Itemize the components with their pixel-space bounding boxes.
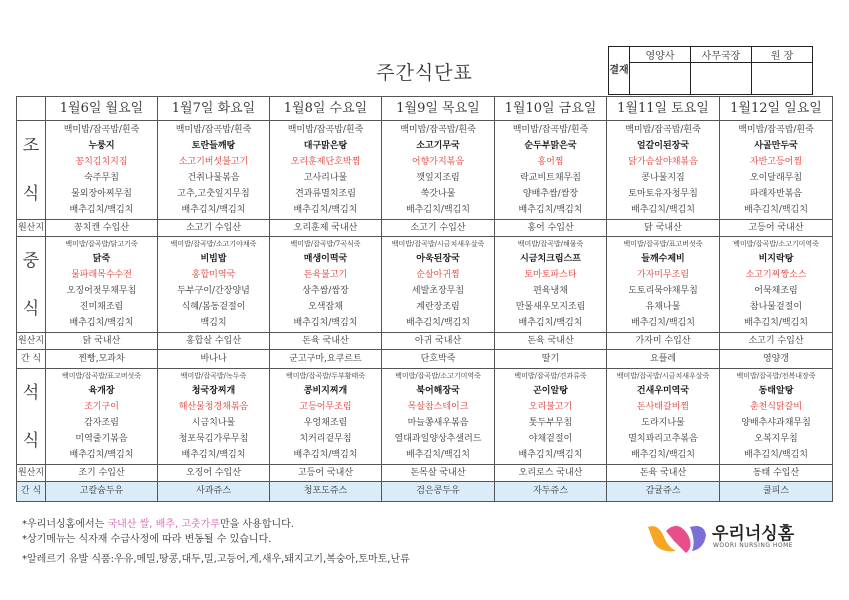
logo-name: 우리너싱홈 — [712, 524, 795, 544]
breakfast-menu-item: 배추김치/백김치 — [406, 205, 470, 215]
breakfast-menu-item: 배추김치/백김치 — [744, 205, 808, 215]
dinner-menu-item: 배추김치/백김치 — [293, 450, 358, 460]
lunch-menu-item: 배추김치/백김치 — [406, 318, 470, 328]
note-line-3: *알레르기 유발 식품:우유,메밀,땅콩,대두,밀,고등어,게,새우,돼지고기,복숭아,토마토,난류 — [22, 554, 410, 565]
breakfast-day-cell — [158, 121, 270, 220]
dinner-menu-item: 춘천식닭갈비 — [749, 402, 803, 412]
dinner-menu-item: 돈사태갈비찜 — [636, 402, 690, 412]
dinner-day-cell — [607, 369, 720, 465]
breakfast-origin-cell: 홍어 수입산 — [495, 220, 607, 237]
lunch-menu-item: 시금치크림스프 — [520, 254, 581, 264]
snack2-cell: 청포도쥬스 — [270, 482, 382, 502]
dinner-menu-item: 감자조림 — [84, 418, 119, 428]
breakfast-menu-item: 오이달래무침 — [749, 173, 803, 183]
lunch-menu-item: 백미밥/잡곡밥/소고기미역죽 — [733, 240, 819, 248]
dinner-menu-item: 백미밥/잡곡밥/녹두죽 — [180, 372, 247, 380]
snack1-cell: 찐빵,모과차 — [46, 350, 158, 369]
breakfast-day-cell — [46, 121, 158, 220]
dinner-day-cell — [382, 369, 495, 465]
snack2-cell: 감귤쥬스 — [607, 482, 720, 502]
lunch-origin-cell: 돈육 국내산 — [495, 333, 607, 350]
dinner-menu-item: 청포묵김가루무침 — [178, 434, 249, 444]
lunch-menu-item: 백미밥/잡곡밥/시금치새우살죽 — [391, 240, 485, 248]
breakfast-day-cell — [720, 121, 833, 220]
snack1-cell: 딸기 — [495, 350, 607, 369]
breakfast-menu-item: 쑥갓나물 — [420, 189, 456, 199]
breakfast-menu-item: 닭가슴살야채볶음 — [628, 157, 698, 167]
dinner-menu-item: 곤이알탕 — [533, 386, 568, 396]
breakfast-menu-item: 꽁치김치지짐 — [75, 157, 128, 167]
lunch-menu-item: 세발초장무침 — [411, 286, 465, 296]
approval-role: 사무국장 — [691, 47, 752, 63]
breakfast-label — [17, 121, 46, 220]
snack1-cell: 요플레 — [607, 350, 720, 369]
dinner-origin-cell: 돈목살 국내산 — [382, 465, 495, 482]
snack1-cell: 단호박죽 — [382, 350, 495, 369]
breakfast-menu-item: 건취나물볶음 — [187, 173, 240, 183]
breakfast-origin-cell: 고등어 국내산 — [720, 220, 833, 237]
dinner-day-cell — [495, 369, 607, 465]
breakfast-origin-cell: 꽁치캔 수입산 — [46, 220, 158, 237]
snack2-cell: 고칼슘두유 — [46, 482, 158, 502]
approval-label — [609, 47, 630, 95]
lunch-menu-item: 배추김치/백김치 — [293, 318, 358, 328]
dinner-menu-item: 오리불고기 — [528, 402, 573, 412]
breakfast-origin-label: 원산지 — [17, 220, 46, 237]
breakfast-label-top: 조 — [22, 136, 40, 156]
lunch-menu-item: 상추쌈/쌈장 — [302, 286, 349, 296]
lunch-origin-cell: 가자미 수입산 — [607, 333, 720, 350]
lunch-menu-item: 가자미무조림 — [636, 270, 690, 280]
breakfast-menu-item: 고사리나물 — [303, 173, 348, 183]
snack2-cell: 검은콩두유 — [382, 482, 495, 502]
breakfast-menu-item: 토마토유자청무침 — [628, 189, 698, 199]
snack2-cell: 쿨피스 — [720, 482, 833, 502]
dinner-menu-item: 배추김치/백김치 — [744, 450, 808, 460]
lunch-menu-item: 편육냉채 — [533, 286, 568, 296]
lunch-label — [17, 237, 46, 333]
lunch-menu-item: 돈육불고기 — [303, 270, 348, 280]
lunch-day-cell — [158, 237, 270, 333]
dinner-menu-item: 육개장 — [88, 386, 115, 396]
lunch-origin-cell: 소고기 수입산 — [720, 333, 833, 350]
lunch-menu-item: 백미밥/잡곡밥/7곡식죽 — [290, 240, 361, 248]
dinner-label-top: 석 — [22, 382, 40, 403]
dinner-menu-item: 건새우미역국 — [636, 386, 690, 396]
lunch-menu-item: 매생이떡국 — [303, 254, 348, 264]
approval-sign-cell — [752, 63, 813, 95]
dinner-menu-item: 열대과일양상추샐러드 — [394, 434, 482, 444]
lunch-menu-item: 배추김치/백김치 — [631, 318, 695, 328]
breakfast-menu-item: 견과류멸치조림 — [295, 189, 356, 199]
dinner-menu-item: 동태알탕 — [758, 386, 794, 396]
breakfast-menu-item: 백미밥/잡곡밥/흰죽 — [512, 125, 589, 135]
page-title: 주간식단표 — [376, 62, 473, 84]
dinner-origin-label: 원산지 — [17, 465, 46, 482]
lunch-menu-item: 들깨수제비 — [641, 254, 685, 264]
breakfast-menu-item: 대구맑은탕 — [303, 141, 348, 151]
breakfast-origin-cell: 소고기 수입산 — [382, 220, 495, 237]
dinner-origin-cell: 오징어 수입산 — [158, 465, 270, 482]
dinner-label-bottom: 식 — [22, 430, 40, 451]
lunch-menu-item: 비빔밥 — [200, 254, 227, 264]
approval-sign-cell — [691, 63, 752, 95]
dinner-origin-cell: 동태 수입산 — [720, 465, 833, 482]
dinner-menu-item: 조기구이 — [84, 402, 119, 412]
approval-sign-cell — [630, 63, 691, 95]
lunch-origin-cell: 닭 국내산 — [46, 333, 158, 350]
breakfast-day-cell — [270, 121, 382, 220]
dinner-menu-item: 미역줄기볶음 — [75, 434, 128, 444]
dinner-menu-item: 백미밥/잡곡밥/전복내장죽 — [736, 372, 816, 380]
dinner-menu-item: 배추김치/백김치 — [181, 450, 246, 460]
dinner-menu-item: 백미밥/잡곡밥/시금치새우살죽 — [616, 372, 710, 380]
breakfast-menu-item: 고추,고춧잎지무침 — [177, 189, 250, 199]
lunch-menu-item: 오징어젓무채무침 — [66, 286, 137, 296]
breakfast-day-cell — [607, 121, 720, 220]
day-header: 1월12일 일요일 — [720, 97, 833, 121]
day-header: 1월6일 월요일 — [46, 97, 158, 121]
notes — [22, 517, 410, 567]
lunch-menu-item: 참나물겉절이 — [749, 302, 803, 312]
breakfast-label-bottom: 식 — [22, 184, 40, 204]
corner-cell — [17, 97, 46, 121]
lunch-menu-item: 두부구이/간장양념 — [177, 286, 250, 296]
breakfast-menu-item: 양배추쌈/쌈장 — [522, 189, 579, 199]
breakfast-menu-item: 백미밥/잡곡밥/흰죽 — [738, 125, 814, 135]
approval-box — [608, 46, 813, 95]
dinner-label — [17, 369, 46, 465]
dinner-origin-cell: 돈육 국내산 — [607, 465, 720, 482]
logo-subtitle: WOORI NURSING HOME — [713, 542, 794, 549]
dinner-origin-cell: 오리로스 국내산 — [495, 465, 607, 482]
dinner-menu-item: 고등어무조림 — [299, 402, 352, 412]
dinner-menu-item: 오복지무침 — [754, 434, 798, 444]
lunch-menu-item: 물파래목수수전 — [71, 270, 132, 280]
lunch-origin-label: 원산지 — [17, 333, 46, 350]
snack1-label: 간 식 — [17, 350, 46, 369]
breakfast-menu-item: 숙주무침 — [84, 173, 119, 183]
breakfast-menu-item: 어향가지볶음 — [411, 157, 465, 167]
lunch-origin-cell: 홍합살 수입산 — [158, 333, 270, 350]
dinner-origin-cell: 고등어 국내산 — [270, 465, 382, 482]
breakfast-menu-item: 순두부맑은국 — [524, 141, 577, 151]
lunch-menu-item: 백미밥/잡곡밥/해물죽 — [517, 240, 584, 248]
lunch-menu-item: 순살아귀찜 — [416, 270, 460, 280]
lunch-day-cell — [46, 237, 158, 333]
day-header: 1월8일 수요일 — [270, 97, 382, 121]
dinner-menu-item: 톳두부무침 — [528, 418, 573, 428]
lunch-menu-item: 도토리묵야채무침 — [628, 286, 698, 296]
note-text: *우리너싱홈에서는 — [22, 519, 108, 530]
lunch-menu-item: 아욱된장국 — [416, 254, 460, 264]
breakfast-menu-item: 백미밥/잡곡밥/흰죽 — [63, 125, 140, 135]
lunch-day-cell — [495, 237, 607, 333]
dinner-day-cell — [158, 369, 270, 465]
day-header: 1월10일 금요일 — [495, 97, 607, 121]
snack2-cell: 자두쥬스 — [495, 482, 607, 502]
breakfast-menu-item: 물외장아찌무침 — [71, 189, 132, 199]
lunch-day-cell — [607, 237, 720, 333]
dinner-menu-item: 배추김치/백김치 — [518, 450, 583, 460]
approval-label-text: 결재 — [609, 64, 629, 76]
breakfast-menu-item: 백미밥/잡곡밥/흰죽 — [175, 125, 252, 135]
weekly-menu-table — [16, 96, 833, 502]
breakfast-menu-item: 배추김치/백김치 — [69, 205, 134, 215]
breakfast-menu-item: 소고기버섯불고기 — [178, 157, 249, 167]
dinner-menu-item: 시금치나물 — [191, 418, 236, 428]
dinner-day-cell — [270, 369, 382, 465]
note-line-1 — [22, 517, 410, 532]
lunch-day-cell — [720, 237, 833, 333]
breakfast-day-cell — [495, 121, 607, 220]
breakfast-origin-cell: 닭 국내산 — [607, 220, 720, 237]
dinner-origin-cell: 조기 수입산 — [46, 465, 158, 482]
lunch-menu-item: 배추김치/백김치 — [69, 318, 134, 328]
dinner-menu-item: 멸치꽈리고추볶음 — [628, 434, 698, 444]
lunch-label-bottom: 식 — [22, 298, 40, 319]
dinner-menu-item: 배추김치/백김치 — [631, 450, 695, 460]
note-highlight: 국내산 쌀, 배추, 고춧가루 — [107, 519, 220, 530]
snack1-cell: 군고구마,요쿠르트 — [270, 350, 382, 369]
dinner-menu-item: 청국장찌개 — [191, 386, 236, 396]
breakfast-menu-item: 사골만두국 — [754, 141, 798, 151]
lunch-menu-item: 백미밥/잡곡밥/소고기야채죽 — [170, 240, 257, 248]
lunch-menu-item: 백미밥/잡곡밥/표고버섯죽 — [623, 240, 703, 248]
lunch-menu-item: 배추김치/백김치 — [744, 318, 808, 328]
lunch-menu-item: 소고기찌짱소스 — [745, 270, 807, 280]
dinner-menu-item: 양배추샤과채무침 — [741, 418, 811, 428]
dinner-menu-item: 북어해장국 — [416, 386, 460, 396]
breakfast-origin-cell: 소고기 수입산 — [158, 220, 270, 237]
dinner-menu-item: 목살참스테이크 — [407, 402, 469, 412]
lunch-menu-item: 홍합미역국 — [191, 270, 236, 280]
breakfast-origin-cell: 오리훈제 국내산 — [270, 220, 382, 237]
lunch-label-top: 중 — [22, 250, 40, 271]
dinner-menu-item: 배추김치/백김치 — [69, 450, 134, 460]
breakfast-menu-item: 깻잎지조림 — [416, 173, 460, 183]
dinner-menu-item: 야채겉절이 — [528, 434, 573, 444]
approval-role: 영양사 — [630, 47, 691, 63]
breakfast-menu-item: 홍어찜 — [537, 157, 564, 167]
breakfast-day-cell — [382, 121, 495, 220]
lunch-menu-item: 어묵채조림 — [754, 286, 798, 296]
day-header: 1월7일 화요일 — [158, 97, 270, 121]
dinner-day-cell — [720, 369, 833, 465]
breakfast-menu-item: 파래자반볶음 — [749, 189, 803, 199]
lunch-menu-item: 닭죽 — [92, 254, 111, 264]
breakfast-menu-item: 배추김치/백김치 — [181, 205, 246, 215]
dinner-menu-item: 백미밥/잡곡밥/두부황태죽 — [285, 372, 366, 380]
dinner-menu-item: 백미밥/잡곡밥/소고기미역죽 — [395, 372, 481, 380]
note-text: 만을 사용합니다. — [219, 519, 294, 530]
lunch-menu-item: 진미채조림 — [79, 302, 124, 312]
lunch-menu-item: 비지락탕 — [758, 254, 794, 264]
breakfast-menu-item: 배추김치/백김치 — [293, 205, 358, 215]
dinner-menu-item: 백미밥/잡곡밥/견과류죽 — [514, 372, 587, 380]
dinner-menu-item: 해산물청경채볶음 — [178, 402, 249, 412]
lunch-menu-item: 배추김치/백김치 — [518, 318, 583, 328]
dinner-menu-item: 치커리겉무침 — [299, 434, 352, 444]
lunch-menu-item: 백미밥/잡곡밥/닭고기죽 — [65, 240, 138, 248]
breakfast-menu-item: 배추김치/백김치 — [518, 205, 583, 215]
breakfast-menu-item: 배추김치/백김치 — [631, 205, 695, 215]
approval-role: 원 장 — [752, 47, 813, 63]
breakfast-menu-item: 콩나물지짐 — [641, 173, 685, 183]
lunch-menu-item: 오색잡채 — [308, 302, 343, 312]
breakfast-menu-item: 토란들깨탕 — [191, 141, 236, 151]
logo-shape-purple — [690, 526, 706, 551]
note-line-2: *상기메뉴는 식자재 수급사정에 따라 변동될 수 있습니다. — [22, 534, 272, 545]
breakfast-menu-item: 얼갈이된장국 — [636, 141, 690, 151]
lunch-menu-item: 식혜/봄동겉절이 — [181, 302, 246, 312]
dinner-day-cell — [46, 369, 158, 465]
day-header: 1월11일 토요일 — [607, 97, 720, 121]
breakfast-menu-item: 자반고등어찜 — [749, 157, 803, 167]
breakfast-menu-item: 누룽지 — [88, 141, 115, 151]
lunch-menu-item: 토마토파스타 — [524, 270, 577, 280]
breakfast-menu-item: 백미밥/잡곡밥/흰죽 — [287, 125, 364, 135]
breakfast-menu-item: 락교비트채무침 — [520, 173, 581, 183]
dinner-menu-item: 도라지나물 — [641, 418, 685, 428]
breakfast-menu-item: 백미밥/잡곡밥/흰죽 — [625, 125, 701, 135]
snack1-cell: 바나나 — [158, 350, 270, 369]
snack2-cell: 사과쥬스 — [158, 482, 270, 502]
dinner-menu-item: 백미밥/잡곡밥/표고버섯죽 — [61, 372, 142, 380]
breakfast-menu-item: 소고기무국 — [416, 141, 460, 151]
dinner-menu-item: 마늘쫑새우볶음 — [407, 418, 469, 428]
lunch-day-cell — [382, 237, 495, 333]
lunch-day-cell — [270, 237, 382, 333]
dinner-menu-item: 우엉채조림 — [303, 418, 348, 428]
lunch-menu-item: 유채나물 — [645, 302, 681, 312]
breakfast-menu-item: 오리훈제단호박찜 — [290, 157, 361, 167]
dinner-menu-item: 배추김치/백김치 — [406, 450, 470, 460]
snack2-label: 간 식 — [17, 482, 46, 502]
lunch-origin-cell: 아귀 국내산 — [382, 333, 495, 350]
dinner-menu-item: 콩비지찌개 — [303, 386, 348, 396]
lunch-origin-cell: 돈육 국내산 — [270, 333, 382, 350]
lunch-menu-item: 계란장조림 — [416, 302, 460, 312]
day-header: 1월9일 목요일 — [382, 97, 495, 121]
lunch-menu-item: 백김치 — [200, 318, 227, 328]
snack1-cell: 영양갱 — [720, 350, 833, 369]
breakfast-menu-item: 백미밥/잡곡밥/흰죽 — [400, 125, 476, 135]
lunch-menu-item: 만물새우모지조림 — [515, 302, 586, 312]
